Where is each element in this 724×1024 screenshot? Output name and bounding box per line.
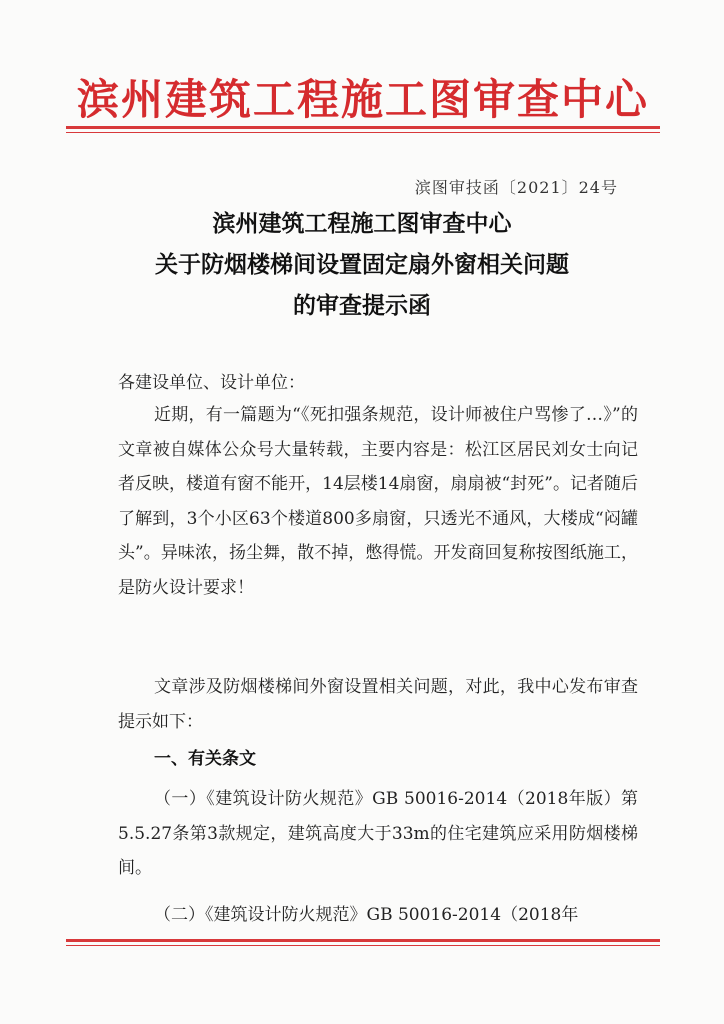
- body-paragraph-1: 近期，有一篇题为“《死扣强条规范，设计师被住户骂惨了…》”的文章被自媒体公众号大量转载，主要内容是：松江区居民刘女士向记者反映，楼道有窗不能开，14层楼14扇窗，扇扇被“封死”。记者随后了解到，3个小区63个楼道800多扇窗，只透光不通风，大楼成“闷罐头”。异味浓，扬尘舞，散不掉，憋得慌。开发商回复称按图纸施工，是防火设计要求！: [118, 405, 638, 598]
- letterhead-title: 滨州建筑工程施工图审查中心: [76, 75, 649, 124]
- document-title-line-3: 的审查提示函: [293, 292, 431, 319]
- document-title-line-1: 滨州建筑工程施工图审查中心: [212, 210, 512, 237]
- document-title-line-2: 关于防烟楼梯间设置固定扇外窗相关问题: [155, 251, 569, 278]
- reference-number: 滨图审技函〔2021〕24号: [414, 178, 618, 197]
- clause-1: （一）《建筑设计防火规范》GB 50016-2014（2018年版）第5.5.27条第3款规定，建筑高度大于33m的住宅建筑应采用防烟楼梯间。: [118, 789, 638, 878]
- salutation: 各建设单位、设计单位：: [118, 373, 305, 393]
- clause-2: （二）《建筑设计防火规范》GB 50016-2014（2018年: [154, 905, 579, 925]
- section-heading: 一、有关条文: [154, 749, 256, 769]
- letterhead-rule-thin: [66, 132, 660, 133]
- footer-rule-thick: [66, 939, 660, 942]
- letterhead-rule-thick: [66, 126, 660, 129]
- footer-rule-thin: [66, 945, 660, 946]
- body-paragraph-2: 文章涉及防烟楼梯间外窗设置相关问题，对此，我中心发布审查提示如下：: [118, 677, 638, 732]
